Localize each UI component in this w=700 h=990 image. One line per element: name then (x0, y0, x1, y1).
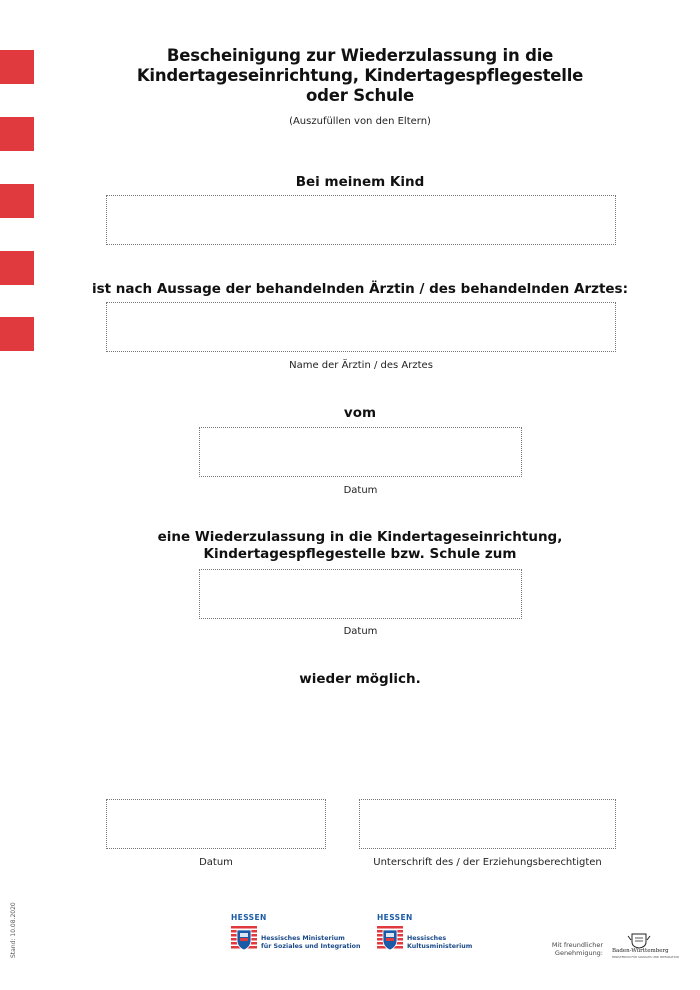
permission-line-1: Mit freundlicher (551, 941, 603, 949)
title-line-1: Bescheinigung zur Wiederzulassung in die (166, 46, 554, 65)
stand-date: Stand: 10.08.2020 (10, 902, 17, 958)
signature-field[interactable] (359, 799, 616, 849)
hessen-lion-crest-icon (377, 924, 403, 956)
logo1-ministry (261, 935, 360, 951)
page-title (100, 46, 620, 106)
bw-sub: MINISTERIUM FÜR SOZIALES UND INTEGRATION (612, 955, 679, 959)
section-child-heading: Bei meinem Kind (295, 174, 425, 190)
section-readmission-heading-line-1: eine Wiederzulassung in die Kindertageseinrichtung, (157, 529, 563, 545)
title-line-3: oder Schule (305, 86, 415, 105)
readmission-date-field[interactable] (199, 569, 522, 619)
logo2-brand: HESSEN (377, 913, 413, 922)
logo2-ministry-line-1: Hessisches (407, 935, 447, 942)
page-subtitle: (Auszufüllen von den Eltern) (289, 116, 431, 127)
exam-date-field[interactable] (199, 427, 522, 477)
logo1-ministry-line-1: Hessisches Ministerium (261, 935, 345, 942)
signature-date-caption: Datum (199, 857, 233, 868)
readmission-date-caption: Datum (343, 626, 378, 637)
signature-caption: Unterschrift des / der Erziehungsberechtigten (373, 857, 602, 868)
doctor-name-caption: Name der Ärztin / des Arztes (289, 360, 433, 371)
title-line-2: Kindertageseinrichtung, Kindertagespflegestelle (136, 66, 584, 85)
section-doctor-heading: ist nach Aussage der behandelnden Ärztin / des behandelnden Arztes: (91, 281, 628, 297)
doctor-name-field[interactable] (106, 302, 616, 352)
section-from-heading: vom (343, 405, 377, 421)
side-tab-5 (0, 317, 34, 351)
exam-date-caption: Datum (343, 485, 378, 496)
logo2-ministry-line-2: Kultusministerium (407, 943, 473, 950)
section-readmission-heading-line-2: Kindertagespflegestelle bzw. Schule zum (203, 546, 517, 562)
hessen-social-ministry-logo (231, 913, 361, 950)
hessen-culture-ministry-logo (377, 913, 473, 950)
signature-date-field[interactable] (106, 799, 326, 849)
child-name-field[interactable] (106, 195, 616, 245)
permission-line-2: Genehmigung: (554, 949, 603, 957)
side-tab-1 (0, 50, 34, 84)
permission-label (545, 941, 603, 957)
hessen-lion-crest-icon (231, 924, 257, 956)
logo1-brand: HESSEN (231, 913, 267, 922)
logo2-ministry (407, 935, 472, 951)
bw-name: Baden-Württemberg (612, 948, 669, 954)
logo1-ministry-line-2: für Soziales und Integration (261, 943, 361, 950)
side-tab-4 (0, 251, 34, 285)
section-possible-heading: wieder möglich. (299, 671, 421, 687)
